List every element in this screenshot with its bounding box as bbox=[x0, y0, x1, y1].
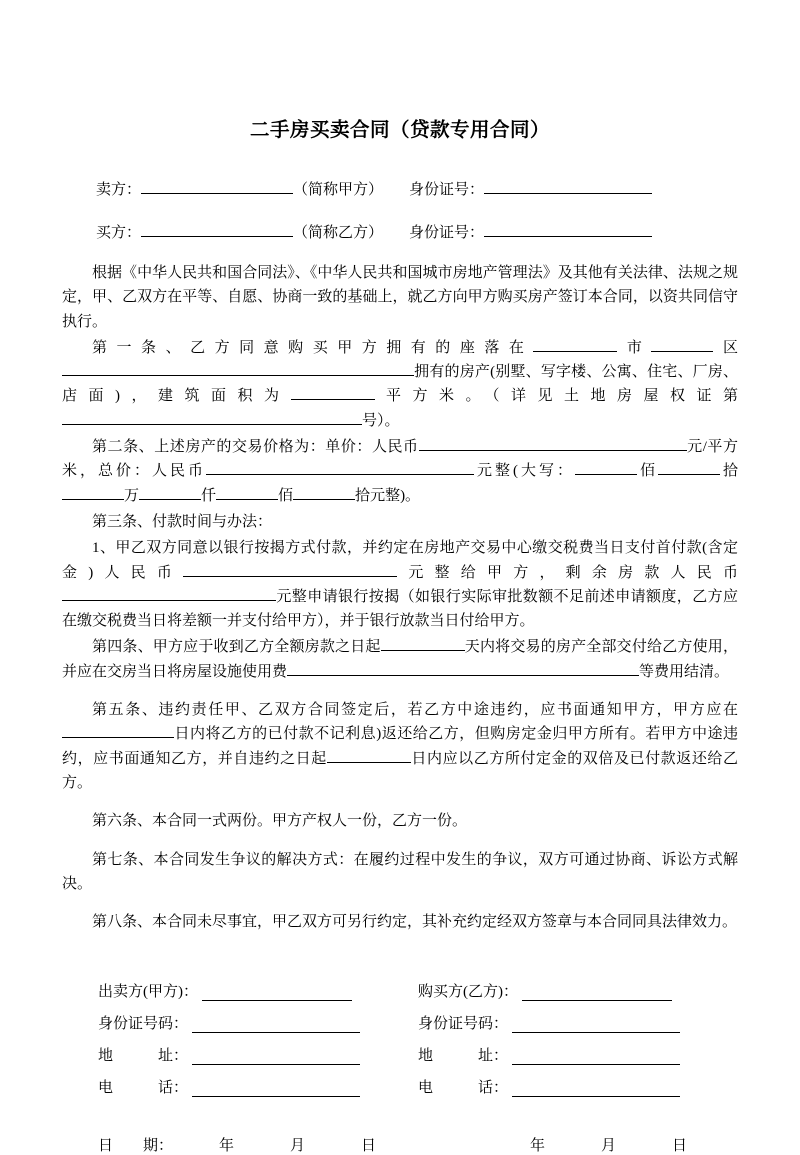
seller-id-row bbox=[98, 1012, 418, 1033]
article-3-text-c: 元整申请银行按揭（如银行实际审批数额不足前述申请额度，乙方应在缴交税费当日将差额一并支付给甲方），并于银行放款当日付给甲方。 bbox=[62, 588, 738, 630]
seller-address-row bbox=[98, 1044, 418, 1065]
article-5-paragraph bbox=[62, 698, 738, 795]
article-2-text-a: 第二条、上述房产的交易价格为：单价：人民币 bbox=[92, 439, 419, 456]
seller-date-row bbox=[98, 1134, 418, 1155]
seller-date-month: 月 bbox=[290, 1138, 306, 1155]
seller-address-label: 地 址： bbox=[98, 1048, 189, 1065]
spacer bbox=[545, 1134, 601, 1155]
article-4-text-a: 第四条、甲方应于收到乙方全额房款之日起 bbox=[92, 639, 381, 656]
buyer-id-number-label: 身份证号码： bbox=[418, 1016, 509, 1033]
buyer-id-row bbox=[418, 1012, 738, 1033]
buyer-party-line bbox=[62, 219, 738, 248]
buyer-alias: （简称乙方） bbox=[293, 224, 384, 241]
date-label: 日 期： bbox=[98, 1138, 174, 1155]
signature-block bbox=[62, 980, 738, 1108]
article-2-text-b: 元/平方米，总价：人民币 bbox=[62, 439, 738, 480]
article-1-area-blank[interactable] bbox=[291, 384, 375, 400]
seller-id-number-label: 身份证号码： bbox=[98, 1016, 189, 1033]
article-2-unitprice-blank[interactable] bbox=[419, 435, 687, 451]
buyer-signature-label: 购买方(乙方)： bbox=[418, 984, 518, 1001]
article-1-city-blank[interactable] bbox=[533, 336, 617, 352]
article-1-address-blank[interactable] bbox=[62, 360, 414, 376]
buyer-date-row bbox=[418, 1134, 738, 1155]
article-4-text-b: 天内将交易的房产全部交付给乙方使用，并应在交房当日将房屋设施使用费 bbox=[62, 639, 738, 680]
article-2-text-h: 佰 bbox=[278, 487, 294, 504]
buyer-id-number-blank[interactable] bbox=[512, 1018, 680, 1033]
buyer-phone-row bbox=[418, 1076, 738, 1097]
article-4-fees-blank[interactable] bbox=[287, 660, 639, 676]
buyer-signature-blank[interactable] bbox=[522, 986, 672, 1001]
spacer bbox=[173, 1134, 219, 1155]
buyer-id-blank[interactable] bbox=[484, 236, 652, 237]
buyer-date-day: 日 bbox=[672, 1138, 688, 1155]
article-1-text-c: 区 bbox=[713, 339, 738, 356]
preamble-paragraph: 根据《中华人民共和国合同法》、《中华人民共和国城市房地产管理法》及其他有关法律、法规之规定，甲、乙双方在平等、自愿、协商一致的基础上，就乙方向甲方购买房产签订本合同，以资共同信守执行。 bbox=[62, 265, 738, 330]
article-2-wan-blank[interactable] bbox=[62, 484, 124, 500]
buyer-date-year: 年 bbox=[530, 1138, 546, 1155]
article-2-text-e: 拾 bbox=[719, 463, 738, 480]
article-2-text-j: 元整)。 bbox=[370, 487, 421, 504]
article-5-text-c: 日内应以乙方所付定金的双倍及已付款返还给乙方。 bbox=[62, 750, 738, 791]
article-2-qian-blank[interactable] bbox=[139, 484, 201, 500]
seller-phone-row bbox=[98, 1076, 418, 1097]
article-3-downpayment-blank[interactable] bbox=[183, 561, 397, 577]
seller-date-day: 日 bbox=[361, 1138, 377, 1155]
article-2-text-i: 拾 bbox=[355, 487, 371, 504]
buyer-signature-row bbox=[418, 980, 738, 1001]
article-2-text-f: 万 bbox=[124, 487, 140, 504]
article-3-text-a: 1、甲乙双方同意以银行按揭方式付款，并约定在房地产交易中心缴交税费当日支付首付款(含定金)人民币 bbox=[62, 540, 738, 581]
buyer-signature-column bbox=[418, 980, 738, 1108]
spacer bbox=[418, 1134, 530, 1155]
article-4-paragraph bbox=[62, 635, 738, 684]
buyer-name-blank[interactable] bbox=[141, 236, 293, 237]
seller-signature-label: 出卖方(甲方)： bbox=[98, 984, 198, 1001]
buyer-id-label: 身份证号： bbox=[409, 224, 485, 241]
seller-party-line bbox=[62, 176, 738, 205]
buyer-label: 买方： bbox=[96, 224, 142, 241]
seller-date-year: 年 bbox=[219, 1138, 235, 1155]
buyer-address-row bbox=[418, 1044, 738, 1065]
article-5-text-a: 第五条、违约责任甲、乙双方合同签定后，若乙方中途违约，应书面通知甲方，甲方应在 bbox=[92, 702, 738, 719]
article-1-text-a: 第一条、乙方同意购买甲方拥有的座落在 bbox=[92, 339, 534, 356]
article-5-days2-blank[interactable] bbox=[327, 747, 411, 763]
date-block bbox=[62, 1134, 738, 1155]
article-1-text-f: 号）。 bbox=[362, 412, 400, 429]
article-1-cert-blank[interactable] bbox=[62, 409, 362, 425]
article-3-item-1 bbox=[62, 536, 738, 633]
spacer bbox=[616, 1134, 672, 1155]
seller-name-blank[interactable] bbox=[141, 193, 293, 194]
spacer bbox=[305, 1134, 361, 1155]
seller-phone-label: 电 话： bbox=[98, 1080, 189, 1097]
article-2-shi1-blank[interactable] bbox=[658, 459, 720, 475]
article-2-totalprice-blank[interactable] bbox=[206, 459, 474, 475]
seller-signature-column bbox=[98, 980, 418, 1108]
article-1-paragraph bbox=[62, 336, 738, 433]
seller-id-number-blank[interactable] bbox=[192, 1018, 360, 1033]
article-3-text-b: 元整给甲方，剩余房款人民币 bbox=[397, 564, 738, 581]
seller-id-label: 身份证号： bbox=[409, 182, 485, 198]
article-2-bai2-blank[interactable] bbox=[216, 484, 278, 500]
article-2-text-c: 元整(大写： bbox=[473, 463, 575, 480]
buyer-address-label: 地 址： bbox=[418, 1048, 509, 1065]
article-1-text-b: 市 bbox=[617, 339, 652, 356]
article-1-text-e: 平方米。（详见土地房屋权证第 bbox=[374, 388, 738, 405]
buyer-address-blank[interactable] bbox=[512, 1050, 680, 1065]
article-1-text-d: 拥有的房产(别墅、写字楼、公寓、住宅、厂房、店面)，建筑面积为 bbox=[62, 364, 738, 405]
article-3-title: 第三条、付款时间与办法： bbox=[92, 513, 273, 530]
seller-label: 卖方： bbox=[96, 182, 142, 198]
article-2-text-d: 佰 bbox=[636, 463, 658, 480]
article-7-paragraph: 第七条、本合同发生争议的解决方式：在履约过程中发生的争议，双方可通过协商、诉讼方式解决。 bbox=[62, 851, 738, 892]
article-2-bai1-blank[interactable] bbox=[575, 459, 637, 475]
article-8-paragraph: 第八条、本合同未尽事宜，甲乙双方可另行约定，其补充约定经双方签章与本合同同具法律效力。 bbox=[92, 914, 738, 931]
page-title: 二手房买卖合同（贷款专用合同） bbox=[249, 119, 550, 141]
buyer-phone-label: 电 话： bbox=[418, 1080, 509, 1097]
seller-id-blank[interactable] bbox=[484, 193, 652, 194]
article-2-text-g: 仟 bbox=[201, 487, 217, 504]
spacer bbox=[234, 1134, 290, 1155]
article-5-text-b: 日内将乙方的已付款不记利息)返还给乙方，但购房定金归甲方所有。若甲方中途违约，应书面通知乙方，并自违约之日起 bbox=[62, 726, 738, 767]
article-3-loan-blank[interactable] bbox=[62, 585, 276, 601]
seller-alias: （简称甲方） bbox=[293, 182, 384, 198]
article-6-paragraph: 第六条、本合同一式两份。甲方产权人一份，乙方一份。 bbox=[92, 813, 468, 830]
article-4-days-blank[interactable] bbox=[381, 635, 465, 651]
seller-address-blank[interactable] bbox=[192, 1050, 360, 1065]
seller-phone-blank[interactable] bbox=[192, 1082, 360, 1097]
buyer-date-month: 月 bbox=[601, 1138, 617, 1155]
article-2-paragraph bbox=[62, 435, 738, 508]
article-5-days1-blank[interactable] bbox=[62, 722, 174, 738]
buyer-phone-blank[interactable] bbox=[512, 1082, 680, 1097]
seller-signature-row bbox=[98, 980, 418, 1001]
article-2-shi2-blank[interactable] bbox=[293, 484, 355, 500]
seller-signature-blank[interactable] bbox=[202, 986, 352, 1001]
article-1-district-blank[interactable] bbox=[651, 336, 713, 352]
article-4-text-c: 等费用结清。 bbox=[639, 663, 730, 680]
